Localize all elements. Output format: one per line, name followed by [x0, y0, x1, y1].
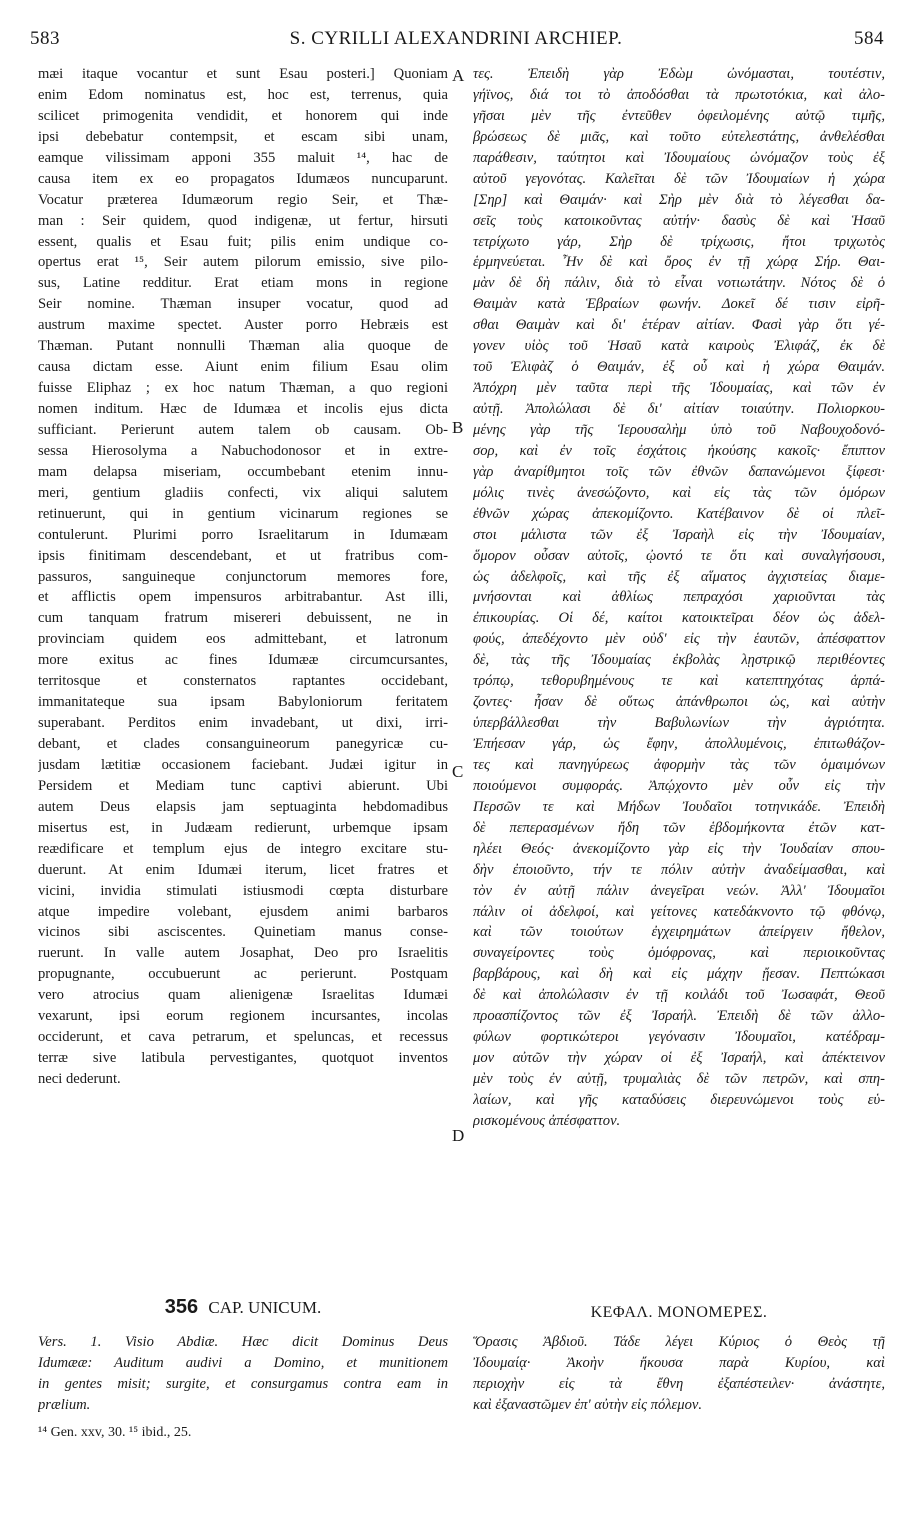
verse-latin-line: Idumææ: Auditum audivi a Domino, et munitionem	[38, 1355, 448, 1371]
greek-text-line: αὐτῇ. Ἀπολώλασι δὲ δι' αἰτίαν τοιαύτην. Πολιορκου-	[473, 401, 885, 417]
latin-text-line: fuisse Eliphaz ; ex hoc natum Thæman, a quo regioni	[38, 380, 448, 397]
latin-text-line: et afflictis opem impensuros arbitrabantur. Ast illi,	[38, 589, 448, 606]
greek-text-line: αὐτοῦ γεγονότας. Καλεῖται δὲ τῶν Ἰδουμαίων ἡ χώρα	[473, 170, 885, 187]
verse-greek	[473, 1332, 885, 1416]
latin-text-line: immanitateque sua ipsam Babyloniorum feritatem	[38, 694, 448, 711]
greek-text-line: μον αὐτῶν τὴν χώραν οἱ ἐξ Ἰσραήλ, καὶ ἀπέκτεινον	[473, 1050, 885, 1067]
greek-text-line: τοῦ Ἐλιφὰζ ὁ Θαιμάν, ἐξ οὗ καὶ ἡ χώρα Θαιμάν.	[473, 359, 885, 376]
greek-text-line: Ἀπόχρη μὲν ταῦτα περὶ τῆς Ἰδουμαίας, καὶ τῶν ἐν	[473, 380, 885, 397]
greek-text-line: μνήσονται καὶ ἀθλίως πεπραχόσι χαριοῦνται τὰς	[473, 589, 885, 606]
greek-text-line: φύλων φορτικώτεροι γεγόνασιν Ἰδουμαῖοι, κατέδραμ-	[473, 1029, 885, 1046]
latin-text-line: eamque vilissimam apponi 355 maluit ¹⁴, hac de	[38, 149, 448, 166]
greek-text-line: γήϊνος, διά τοι τὸ ἀποδόσθαι τὰ πρωτοτόκια, καὶ ἀλο-	[473, 86, 885, 103]
latin-text-line: ipsis finitimam descendebant, et ut fratribus com-	[38, 547, 448, 564]
latin-text-line: superabant. Perditos enim invadebant, ut dixi, irri-	[38, 715, 448, 732]
greek-text-line: μόλις τινὲς ἀνεσώζοντο, καὶ εἰς τὰς τῶν ὁμόρων	[473, 484, 885, 501]
greek-text-line: ὅμορον οὖσαν αὐτοῖς, ᾠοντό τε ὅτι καὶ συναλγήσουσι,	[473, 547, 885, 564]
latin-text-line: jusdam lætitiæ occasionem faciebant. Judæi igitur in	[38, 756, 448, 773]
page-number-left: 583	[30, 28, 60, 49]
latin-text-line: sufficiant. Perierunt autem talem ob causam. Ob-	[38, 421, 448, 438]
latin-text-line: terræ sive latibula pervestigantes, quotquot inventos	[38, 1050, 448, 1067]
verse-greek-line: καὶ ἐξαναστῶμεν ἐπ' αὐτὴν εἰς πόλεμον.	[473, 1397, 703, 1413]
page-number-right: 584	[854, 28, 884, 49]
chapter-title-text: CAP. UNICUM.	[208, 1298, 322, 1317]
greek-text-line: ηλέει Θεός· ἀνεκομίζοντο γὰρ εἰς τὴν Ἰουδαίαν σπου-	[473, 840, 885, 857]
latin-text-line: vicinos sibi asciscentes. Quinetiam manus conse-	[38, 924, 448, 941]
greek-text-line: ἐπικουρίας. Οἱ δέ, καίτοι κατοικτεῖραι δέον ὡς ἀδελ-	[473, 610, 885, 627]
running-header	[28, 28, 884, 54]
latin-text-line: misertus est, in Judæam redierunt, urbemque ipsam	[38, 819, 448, 836]
greek-text-line: ζοντες· ἦσαν δὲ οὕτως ἀπάνθρωποι ὡς, καὶ αὐτὴν	[473, 694, 885, 711]
verse-latin-line: in gentes misit; surgite, et consurgamus contra eam in	[38, 1376, 448, 1392]
latin-text-line: retinuerunt, qui in gentium vicinarum regiones se	[38, 505, 448, 522]
verse-greek-line: περιοχὴν εἰς τὰ ἔθνη ἐξαπέστειλεν· ἀνάστητε,	[473, 1376, 885, 1392]
latin-text-line: scilicet primogenita vendidit, et honorem qui inde	[38, 107, 448, 124]
latin-text-line: cum tanquam fratrum misereri debuissent, ne in	[38, 610, 448, 627]
latin-text-line: essent, qualis et Esau fuit; pilis enim undique co-	[38, 233, 448, 250]
greek-text-line: τὸν ἐν αὐτῇ πάλιν ἀνεγεῖραι νεών. Ἀλλ' Ἰδουμαῖοι	[473, 882, 885, 899]
latin-text-line: autem Deus elapsis jam septuaginta hebdomadibus	[38, 798, 448, 815]
margin-marker-b: B	[452, 418, 464, 437]
greek-text-line: σορ, καὶ ἐν τοῖς ἐσχάτοις ἡκούσης κακοῖς· ἔπιπτον	[473, 442, 885, 459]
greek-text-line: δὲ πεπερασμένων ἤδη τῶν ἑβδομήκοντα ἐτῶν κατ-	[473, 819, 885, 836]
greek-text-line: Ἐπήεσαν γάρ, ὡς ἔφην, ἀπολλυμένοις, ἐπιτωθάζον-	[473, 736, 885, 752]
chapter-title	[38, 1296, 448, 1319]
latin-text-line: Persidem et Mediam tunc captivi abierunt. Ubi	[38, 777, 448, 794]
greek-text-line: τες καὶ πανηγύρεως ἀφορμὴν τὰς τῶν ὁμαιμόνων	[473, 756, 885, 773]
greek-column	[473, 64, 885, 1132]
latin-text-line: neci dederunt.	[38, 1071, 121, 1087]
greek-text-line: τρόπῳ, τεθορυβημένους τε καὶ κατεπτηχότας ἁρπά-	[473, 673, 885, 690]
latin-text-line: atque impedire volebant, ejusdem animi barbaros	[38, 903, 448, 920]
greek-text-line: βαρβάρους, καὶ δὴ καὶ εἰς μάχην ᾔεσαν. Πεπτώκασι	[473, 966, 885, 983]
greek-text-line: Περσῶν τε καὶ Μήδων Ἰουδαῖοι τοτηνικάδε. Ἐπειδὴ	[473, 798, 885, 815]
footnote: ¹⁴ Gen. xxv, 30. ¹⁵ ibid., 25.	[38, 1425, 192, 1440]
latin-text-line: vexarunt, ipsi eorum regionem incursantes, incolas	[38, 1008, 448, 1025]
greek-text-line: γὰρ ἀναρίθμητοι τοῖς τῶν ἐθνῶν δαπανώμενοι ξίφεσι·	[473, 463, 885, 480]
latin-text-line: debant, et clades consanguineorum panegyricæ cu-	[38, 736, 448, 752]
greek-text-line: μένης γὰρ τῆς Ἱερουσαλὴμ ὑπὸ τοῦ Ναβουχοδονό-	[473, 421, 885, 438]
greek-text-line: πάλιν οἱ ἀδελφοί, καὶ γείτονες κατεδάκνοντο τῷ φθόνῳ,	[473, 903, 885, 920]
latin-text-line: propugnante, occubuerunt ac perierunt. Postquam	[38, 966, 448, 983]
latin-text-line: provinciam quidem eos admittebant, et latronum	[38, 631, 448, 648]
latin-text-line: more exitus ac fines Idumææ circumcursantes,	[38, 652, 448, 669]
latin-text-line: meri, gentium gladiis confecti, vix aliqui salutem	[38, 484, 448, 501]
greek-text-line: μὰν δὲ δὴ πάλιν, διὰ τὸ εἶναι νοτιωτάτην. Νότος δὲ ὁ	[473, 275, 885, 292]
latin-text-line: Vocatur præterea Idumæorum regio Seir, et Thæ-	[38, 191, 448, 208]
greek-text-line: παράθεσιν, ταύτητοι καὶ Ἰδουμαίους ὠνόμαζον τοὺς ἐξ	[473, 149, 885, 166]
margin-marker-c: C	[452, 762, 464, 781]
chapter-page-mark: 356	[164, 1296, 199, 1318]
latin-text-line: mam delapsa miseriam, occumbebant etenim innu-	[38, 463, 448, 480]
greek-text-line: ἑρμηνεύεται. Ἦν δὲ καὶ ὄρος ἐν τῇ χώρᾳ Σήρ. Θαι-	[473, 254, 885, 271]
verse-latin-line: Vers. 1. Visio Abdiæ. Hæc dicit Dominus Deus	[38, 1334, 448, 1350]
greek-text-line: γῆσαι μὲν τῆς ἐντεῦθεν ὀφειλομένης αὐτῷ τιμῆς,	[473, 107, 885, 124]
greek-text-line: ποιούμενοι συμφοράς. Ἀπῴχοντο μὲν οὖν εἰς τὴν	[473, 777, 885, 794]
greek-text-line: ὡς ἀδελφοῖς, καὶ τῆς ἐξ αἵματος ἀγχιστείας διαμε-	[473, 568, 885, 585]
greek-text-line: στοι μάλιστα τῶν ἐξ Ἰσραὴλ εἰς τὴν Ἰδουμαίαν,	[473, 526, 885, 543]
greek-text-line: δὲ καὶ ἀπολώλασιν ἐν τῇ κοιλάδι τοῦ Ἰωσαφάτ, Θεοῦ	[473, 987, 885, 1004]
greek-text-line: δὴν ἐποιοῦντο, τήν τε πόλιν αὐτὴν ἀναδείμασθαι, καὶ	[473, 861, 885, 878]
greek-text-line: λαίων, καὶ γῆς καταδύσεις διερευνώμενοι τοὺς εὑ-	[473, 1091, 885, 1108]
greek-text-line: τετρίχωτο γάρ, Σὴρ δὲ τρίχωσις, ἤτοι τριχωτὸς	[473, 233, 885, 250]
latin-text-line: sessa Hierosolyma a Nabuchodonosor et in extre-	[38, 442, 448, 459]
greek-text-line: ὑπερβάλλεσθαι τὴν Βαβυλωνίων τὴν ἀγριότητα.	[473, 715, 885, 732]
latin-text-line: austrum maxime spectet. Auster porro Hebræis est	[38, 317, 448, 334]
greek-text-line: φούς, ἀπεδέχοντο μὲν οὐδ' εἰς τὴν ἑαυτῶν, ἀπέσφαττον	[473, 631, 885, 648]
verse-greek-line: Ὅρασις Ἀβδιοῦ. Τάδε λέγει Κύριος ὁ Θεὸς τῇ	[473, 1334, 885, 1350]
latin-text-line: Thæman. Putant nonnulli Thæman alia quoque de	[38, 338, 448, 355]
margin-marker-a: A	[452, 66, 465, 85]
greek-chapter-title: ΚΕΦΑΛ. ΜΟΝΟΜΕΡΕΣ.	[590, 1304, 768, 1321]
greek-text-line: τες. Ἐπειδὴ γὰρ Ἐδὼμ ὠνόμασται, τουτέστιν,	[473, 66, 885, 82]
verse-latin	[38, 1332, 448, 1416]
verse-greek-line: Ἰδουμαίᾳ· Ἀκοὴν ἤκουσα παρὰ Κυρίου, καὶ	[473, 1355, 885, 1371]
latin-text-line: reædificare et templum ejus de integro excitare stu-	[38, 840, 448, 857]
latin-text-line: causa dictam esse. Aiunt enim filium Esau olim	[38, 359, 448, 376]
latin-text-line: enim Edom nominatus est, hoc est, terrenus, quia	[38, 86, 448, 103]
greek-text-line: ρισκομένους ἀπέσφαττον.	[473, 1112, 621, 1129]
latin-text-line: sus, Latine redditur. Erat etiam mons in regione	[38, 275, 448, 292]
latin-text-line: vero atrocius quam alienigenæ Israelitas Idumæi	[38, 987, 448, 1004]
latin-text-line: occiderunt, et cava petrarum, et speluncas, et recessus	[38, 1029, 448, 1046]
latin-text-line: causa item ex eo propagatos Idumæos nuncuparunt.	[38, 170, 448, 187]
greek-text-line: καὶ τῶν τοιούτων ἐγχειρημάτων ἀπείργειν ἤθελον,	[473, 924, 885, 941]
latin-text-line: ipsi debebatur contempsit, et escam sibi unam,	[38, 128, 448, 145]
latin-text-line: ruerunt. In valle autem Josaphat, Deo pro Israelitis	[38, 945, 448, 962]
latin-text-line: contulerunt. Plurimi porro Israelitarum in Idumæam	[38, 526, 448, 543]
latin-text-line: duerunt. At enim Idumæi iterum, licet fratres et	[38, 861, 448, 878]
greek-text-line: βρώσεως δὲ μιᾶς, καὶ τοῦτο εὐτελεστάτης, ἀνθελέσθαι	[473, 128, 885, 145]
latin-text-line: man : Seir quidem, quod indigenæ, ut fertur, hirsuti	[38, 212, 448, 229]
latin-text-line: Seir nomine. Thæman insuper vocatur, quod ad	[38, 296, 448, 313]
greek-text-line: [Σηρ] καὶ Θαιμάν· καὶ Σὴρ μὲν διὰ τὸ λέγεσθαι δα-	[473, 191, 885, 208]
greek-text-line: γονεν υἱὸς τοῦ Ἡσαῦ κατὰ καιροὺς Ἐλιφάζ, ἐκ δὲ	[473, 338, 885, 355]
latin-text-line: territosque et consternatos raptantes occidebant,	[38, 673, 448, 690]
verse-latin-line: prælium.	[38, 1397, 91, 1413]
greek-text-line: σθαι Θαιμὰν καὶ δι' ἑτέραν αἰτίαν. Φασὶ γὰρ ὅτι γέ-	[473, 317, 885, 334]
latin-column	[38, 64, 448, 1090]
latin-text-line: opertus erat ¹⁵, Seir autem pilorum emissio, sive pilo-	[38, 254, 448, 271]
latin-text-line: nomen inditum. Hæc de Idumæa et incolis ejus dicta	[38, 401, 448, 417]
margin-marker-d: D	[452, 1126, 465, 1145]
latin-text-line: mæi itaque vocantur et sunt Esau posteri.] Quoniam	[38, 66, 448, 82]
greek-text-line: ἐθνῶν χώρας ἀπεκομίζοντο. Κατέβαινον δὲ οἱ πλεῖ-	[473, 505, 885, 522]
running-title: S. CYRILLI ALEXANDRINI ARCHIEP.	[289, 28, 623, 49]
greek-text-line: συναγείροντες τοὺς ὁμόφρονας, καὶ περιοικοῦντας	[473, 945, 885, 962]
latin-text-line: passuros, sanguineque conjunctorum memores fore,	[38, 568, 448, 585]
latin-text-line: vicini, invidia stimulati istiusmodi cœpta disturbare	[38, 882, 448, 899]
greek-text-line: σεῖς τοὺς κατοικοῦντας αὐτήν· δασὺς δὲ καὶ Ἡσαῦ	[473, 212, 885, 229]
greek-text-line: προασπίζοντος τῶν ἐξ Ἰσραήλ. Ἐπειδὴ δὲ τῶν ἀλλο-	[473, 1008, 885, 1025]
greek-text-line: Θαιμὰν κατὰ Ἑβραίων φωνήν. Δοκεῖ δέ τισιν εἰρῆ-	[473, 296, 885, 313]
greek-text-line: δὲ, τὰς τῆς Ἰδουμαίας ἐκβολὰς λῃστρικῷ περιθέοντες	[473, 652, 885, 669]
greek-text-line: μὲν τοὺς ἐν αὐτῇ, τρυμαλιὰς δὲ τῶν πετρῶν, καὶ σπη-	[473, 1071, 885, 1087]
